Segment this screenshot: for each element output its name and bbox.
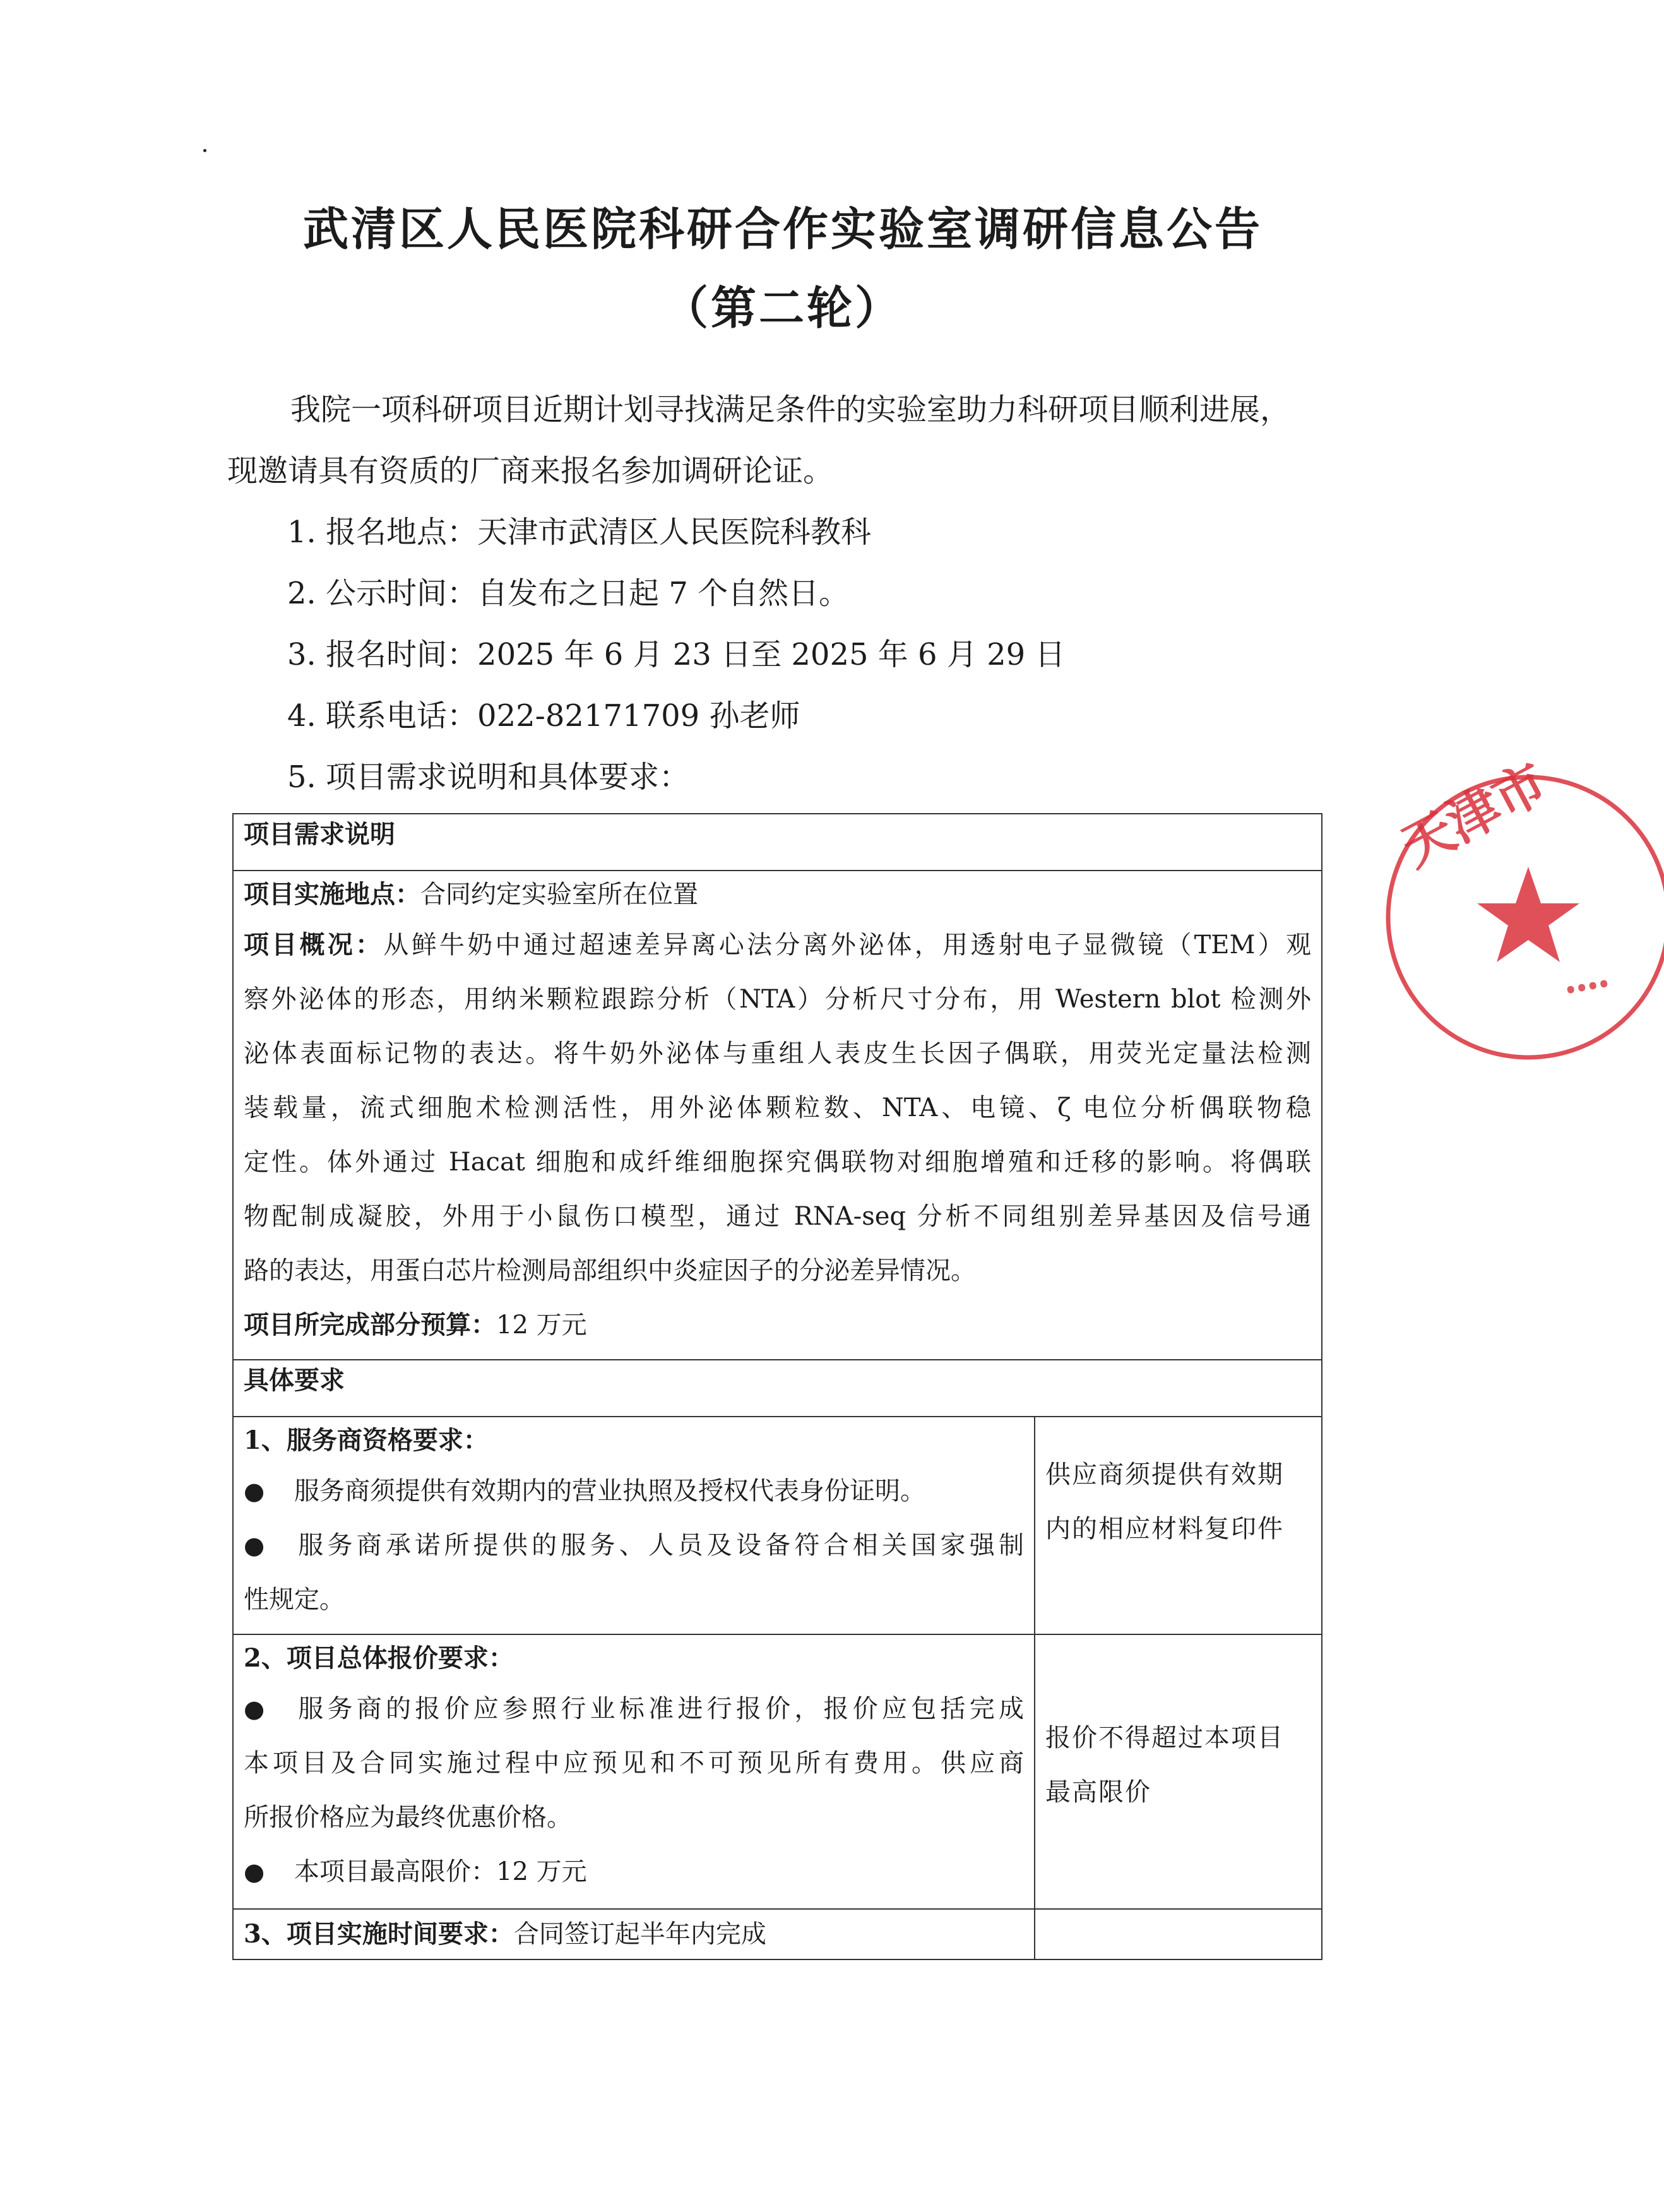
req3-value: 合同签订起半年内完成 (513, 1920, 766, 1949)
overview-line-3: 泌体表面标记物的表达。将牛奶外泌体与重组人表皮生长因子偶联，用荧光定量法检测 (244, 1039, 1311, 1068)
req2-bullet-1-cont-2: 所报价格应为最终优惠价格。 (244, 1803, 572, 1832)
req3-note-cell (1035, 1909, 1322, 1959)
location-value: 合同约定实验室所在位置 (420, 880, 698, 909)
overview-line-6: 物配制成凝胶，外用于小鼠伤口模型，通过 RNA-seq 分析不同组别差异基因及信号通 (244, 1202, 1311, 1231)
req2-note-cell (1035, 1634, 1322, 1909)
section-project-description: 项目需求说明 (233, 814, 1322, 871)
seal-text: 天津市 (1391, 752, 1557, 879)
req3-row (244, 1911, 1024, 1958)
document-subtitle: （第二轮） (662, 281, 903, 335)
req1-note-line-2: 内的相应材料复印件 (1045, 1514, 1284, 1543)
bullet-icon: ● (244, 1477, 265, 1505)
location-label: 项目实施地点： (244, 879, 420, 909)
req2-bullet-2: ● 本项目最高限价：12 万元 (244, 1845, 1024, 1899)
item-requirements-heading: 5. 项目需求说明和具体要求： (287, 759, 690, 795)
req2-title: 2、项目总体报价要求： (244, 1643, 514, 1673)
item-signup-time: 3. 报名时间：2025 年 6 月 23 日至 2025 年 6 月 29 日 (287, 637, 1066, 672)
req1-bullet-2: ● 服务商承诺所提供的服务、人员及设备符合相关国家强制 (244, 1518, 1024, 1573)
req1-note-line-1: 供应商须提供有效期 (1045, 1460, 1284, 1489)
overview-line-2: 察外泌体的形态，用纳米颗粒跟踪分析（NTA）分析尺寸分布，用 Western blot 检测外 (244, 985, 1311, 1014)
bullet-icon: ● (244, 1531, 265, 1559)
overview-text-1: 从鲜牛奶中通过超速差异离心法分离外泌体，用透射电子显微镜（TEM）观 (383, 931, 1312, 960)
budget-label: 项目所完成部分预算： (244, 1310, 496, 1340)
req1-title: 1、服务商资格要求： (244, 1425, 489, 1455)
item-contact-phone: 4. 联系电话：022-82171709 孙老师 (287, 698, 800, 734)
bullet-icon: ● (244, 1695, 265, 1723)
requirements-table (232, 813, 1322, 1960)
document-title: 武清区人民医院科研合作实验室调研信息公告 (302, 202, 1263, 256)
official-seal-stamp (1386, 752, 1664, 1047)
item-publicity-period: 2. 公示时间：自发布之日起 7 个自然日。 (287, 576, 850, 611)
scan-speck (203, 149, 206, 152)
project-info-cell (233, 871, 1322, 1360)
intro-line-1: 我院一项科研项目近期计划寻找满足条件的实验室助力科研项目顺利进展， (290, 392, 1291, 427)
overview-line-1 (244, 918, 1311, 972)
req1-cell (233, 1417, 1035, 1634)
req2-cell (233, 1634, 1035, 1909)
req1-bullet-2-cont: 性规定。 (244, 1585, 345, 1614)
overview-label: 项目概况： (244, 930, 384, 960)
overview-line-4: 装载量，流式细胞术检测活性，用外泌体颗粒数、NTA、电镜、ζ 电位分析偶联物稳 (244, 1093, 1311, 1122)
item-signup-location: 1. 报名地点：天津市武清区人民医院科教科 (287, 514, 872, 550)
req2-bullet-1: ● 服务商的报价应参照行业标准进行报价，报价应包括完成 (244, 1682, 1024, 1736)
bullet-icon: ● (244, 1858, 265, 1886)
seal-star-icon (1477, 867, 1579, 962)
overview-line-7: 路的表达，用蛋白芯片检测局部组织中炎症因子的分泌差异情况。 (244, 1256, 976, 1285)
req2-note-line-2: 最高限价 (1045, 1778, 1151, 1807)
budget-row (244, 1298, 1311, 1352)
req2-note-line-1: 报价不得超过本项目 (1045, 1723, 1284, 1752)
seal-bottom-mark: ᠁ (1552, 960, 1612, 1021)
req1-bullet-1: ● 服务商须提供有效期内的营业执照及授权代表身份证明。 (244, 1464, 1024, 1518)
req3-title: 3、项目实施时间要求： (244, 1919, 514, 1949)
req1-note-cell (1035, 1417, 1322, 1634)
overview-line-5: 定性。体外通过 Hacat 细胞和成纤维细胞探究偶联物对细胞增殖和迁移的影响。将偶联 (244, 1148, 1311, 1177)
project-location-row (244, 871, 1311, 918)
budget-value: 12 万元 (496, 1311, 587, 1340)
intro-line-2: 现邀请具有资质的厂商来报名参加调研论证。 (227, 453, 834, 489)
req2-bullet-1-cont-1: 本项目及合同实施过程中应预见和不可预见所有费用。供应商 (244, 1749, 1024, 1778)
req3-cell (233, 1909, 1035, 1959)
section-specific-requirements: 具体要求 (233, 1360, 1322, 1417)
